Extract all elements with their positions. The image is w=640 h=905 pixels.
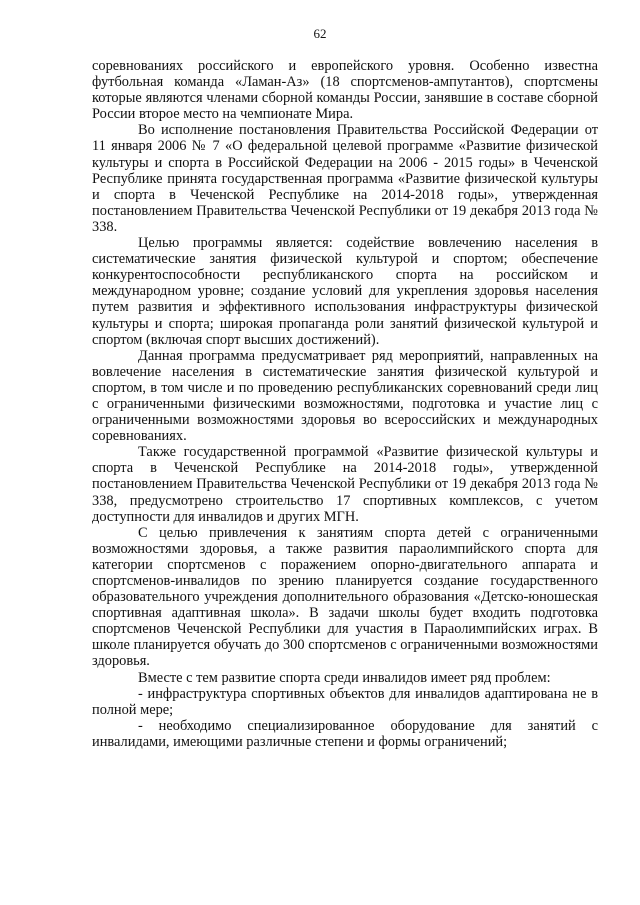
paragraph: соревнованиях российского и европейского уровня. Особенно известна футбольная команда «Ламан-Аз» (18 спортсменов-ампутантов), спортсмены которые являются членами сборной команды России, занявшие в составе сборной России второе место на чемпионате Мира.: [92, 58, 598, 123]
paragraph: Также государственной программой «Развитие физической культуры и спорта в Чеченской Республике на 2014-2018 годы», утвержденной постановлением Правительства Чеченской Республики от 19 декабря 2013 года № 338, предусмотрено строительство 17 спортивных комплексов, с учетом доступности для инвалидов и других МГН.: [92, 444, 598, 525]
paragraph: С целью привлечения к занятиям спорта детей с ограниченными возможностями здоровья, а также развития параолимпийского спорта для категории спортсменов с поражением опорно-двигательного аппарата и спортсменов-инвалидов по зрению планируется создание государственного образовательного учреждения дополнительного образования «Детско-юношеская спортивная адаптивная школа». В задачи школы будет входить подготовка спортсменов Чеченской Республики для участия в Параолимпийских играх. В школе планируется обучать до 300 спортсменов с ограниченными возможностями здоровья.: [92, 524, 598, 670]
paragraph: Целью программы является: содействие вовлечению населения в систематические занятия физической культурой и спортом; обеспечение конкурентоспособности республиканского спорта на российском и международном уровне; создание условий для укрепления здоровья населения путем развития и эффективного использования инфраструктуры физической культуры и спорта; широкая пропаганда роли занятий физической культурой и спортом (включая спорт высших достижений).: [92, 235, 598, 348]
page-number: 62: [313, 26, 327, 41]
list-item: - необходимо специализированное оборудование для занятий с инвалидами, имеющими различные степени и формы ограничений;: [92, 717, 598, 750]
paragraph: Вместе с тем развитие спорта среди инвалидов имеет ряд проблем:: [138, 669, 551, 686]
paragraph: Во исполнение постановления Правительства Российской Федерации от 11 января 2006 № 7 «О федеральной целевой программе «Развитие физической культуры и спорта в Российской Федерации на 2006 - 2015 годы» в Чеченской Республике принята государственная программа «Развитие физической культуры и спорта в Чеченской Республике на 2014-2018 годы», утвержденная постановлением Правительства Чеченской Республики от 19 декабря 2013 года № 338.: [92, 122, 598, 235]
document-body: [92, 58, 598, 750]
list-item: - инфраструктура спортивных объектов для инвалидов адаптирована не в полной мере;: [92, 685, 598, 718]
paragraph: Данная программа предусматривает ряд мероприятий, направленных на вовлечение населения в систематические занятия физической культурой и спортом, в том числе и по проведению республиканских соревнований среди лиц с ограниченными физическими возможностями, подготовка и участие лиц с ограниченными возможностями здоровья во всероссийских и международных соревнованиях.: [92, 347, 598, 445]
